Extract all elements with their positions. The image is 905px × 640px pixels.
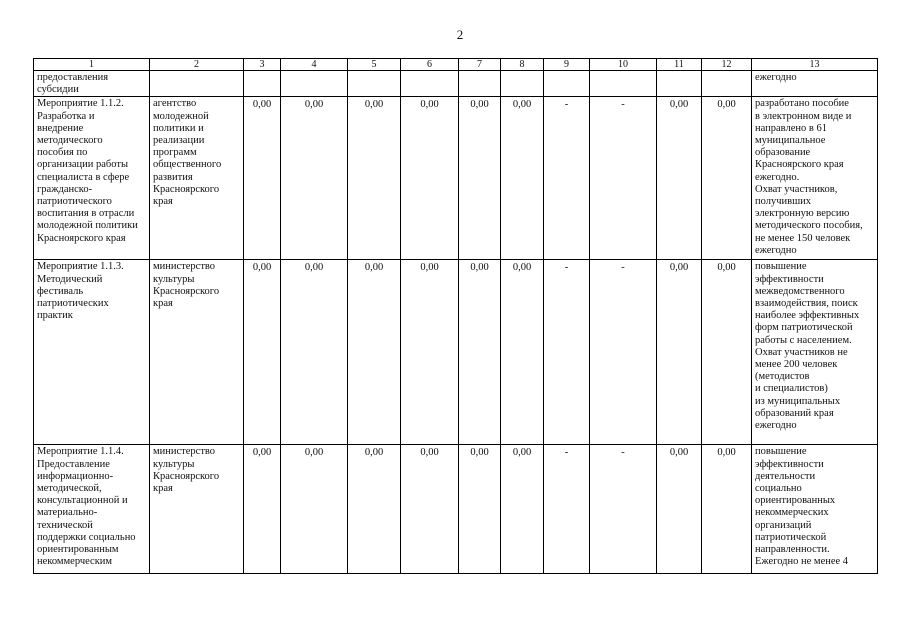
event-cell: Мероприятие 1.1.2. Разработка и внедрение методического пособия по организации работы специалиста в сфере гражданско- патриотического воспитания в отрасли молодежной политики Красноярского края [34, 97, 150, 260]
value-cell [281, 71, 348, 97]
value-cell: 0,00 [702, 97, 752, 260]
value-cell: 0,00 [281, 445, 348, 574]
value-cell: 0,00 [501, 445, 544, 574]
executor-cell [150, 71, 244, 97]
value-cell: - [544, 445, 590, 574]
column-number-4: 4 [281, 59, 348, 71]
value-cell: 0,00 [401, 445, 459, 574]
column-number-9: 9 [544, 59, 590, 71]
value-cell [459, 71, 501, 97]
value-cell: - [544, 260, 590, 445]
column-number-11: 11 [657, 59, 702, 71]
column-number-1: 1 [34, 59, 150, 71]
result-cell: повышение эффективности деятельности социально ориентированных некоммерческих организаций патриотической направленности. Ежегодно не менее 4 [752, 445, 878, 574]
table-row [34, 260, 878, 445]
value-cell: 0,00 [702, 260, 752, 445]
value-cell: 0,00 [244, 97, 281, 260]
value-cell: 0,00 [459, 260, 501, 445]
value-cell: 0,00 [401, 260, 459, 445]
value-cell [544, 71, 590, 97]
result-cell: ежегодно [752, 71, 878, 97]
value-cell [702, 71, 752, 97]
value-cell: 0,00 [244, 260, 281, 445]
value-cell: 0,00 [281, 97, 348, 260]
value-cell [501, 71, 544, 97]
table-body [34, 59, 878, 574]
column-number-7: 7 [459, 59, 501, 71]
table-row [34, 71, 878, 97]
column-number-12: 12 [702, 59, 752, 71]
value-cell: 0,00 [348, 97, 401, 260]
value-cell: 0,00 [501, 260, 544, 445]
value-cell [401, 71, 459, 97]
column-number-13: 13 [752, 59, 878, 71]
result-cell: повышение эффективности межведомственного взаимодействия, поиск наиболее эффективных форм патриотической работы с населением. Охват участников не менее 200 человек (методистов и специалистов) из муниципальных образований края ежегодно [752, 260, 878, 445]
event-cell: предоставления субсидии [34, 71, 150, 97]
value-cell: 0,00 [401, 97, 459, 260]
value-cell: 0,00 [348, 445, 401, 574]
table-row [34, 445, 878, 574]
value-cell: - [590, 260, 657, 445]
value-cell [657, 71, 702, 97]
column-number-10: 10 [590, 59, 657, 71]
column-number-8: 8 [501, 59, 544, 71]
value-cell: 0,00 [244, 445, 281, 574]
value-cell [590, 71, 657, 97]
value-cell: 0,00 [281, 260, 348, 445]
event-cell: Мероприятие 1.1.3. Методический фестиваль патриотических практик [34, 260, 150, 445]
value-cell: 0,00 [348, 260, 401, 445]
column-number-2: 2 [150, 59, 244, 71]
value-cell: 0,00 [459, 97, 501, 260]
page-number: 2 [456, 27, 464, 42]
program-table [33, 58, 878, 574]
value-cell: 0,00 [501, 97, 544, 260]
value-cell: 0,00 [657, 97, 702, 260]
value-cell: - [544, 97, 590, 260]
column-number-3: 3 [244, 59, 281, 71]
value-cell: 0,00 [459, 445, 501, 574]
executor-cell: агентство молодежной политики и реализации программ общественного развития Красноярского края [150, 97, 244, 260]
value-cell: 0,00 [657, 260, 702, 445]
value-cell: 0,00 [702, 445, 752, 574]
value-cell [348, 71, 401, 97]
column-number-6: 6 [401, 59, 459, 71]
column-number-5: 5 [348, 59, 401, 71]
executor-cell: министерство культуры Красноярского края [150, 445, 244, 574]
table-row [34, 97, 878, 260]
column-number-row [34, 59, 878, 71]
result-cell: разработано пособие в электронном виде и направлено в 61 муниципальное образование Красноярского края ежегодно. Охват участников, получивших электронную версию методического пособия, не менее 150 человек ежегодно [752, 97, 878, 260]
executor-cell: министерство культуры Красноярского края [150, 260, 244, 445]
value-cell: - [590, 97, 657, 260]
value-cell: 0,00 [657, 445, 702, 574]
value-cell: - [590, 445, 657, 574]
value-cell [244, 71, 281, 97]
event-cell: Мероприятие 1.1.4. Предоставление информационно- методической, консультационной и материально- технической поддержки социально ориентированным некоммерческим [34, 445, 150, 574]
